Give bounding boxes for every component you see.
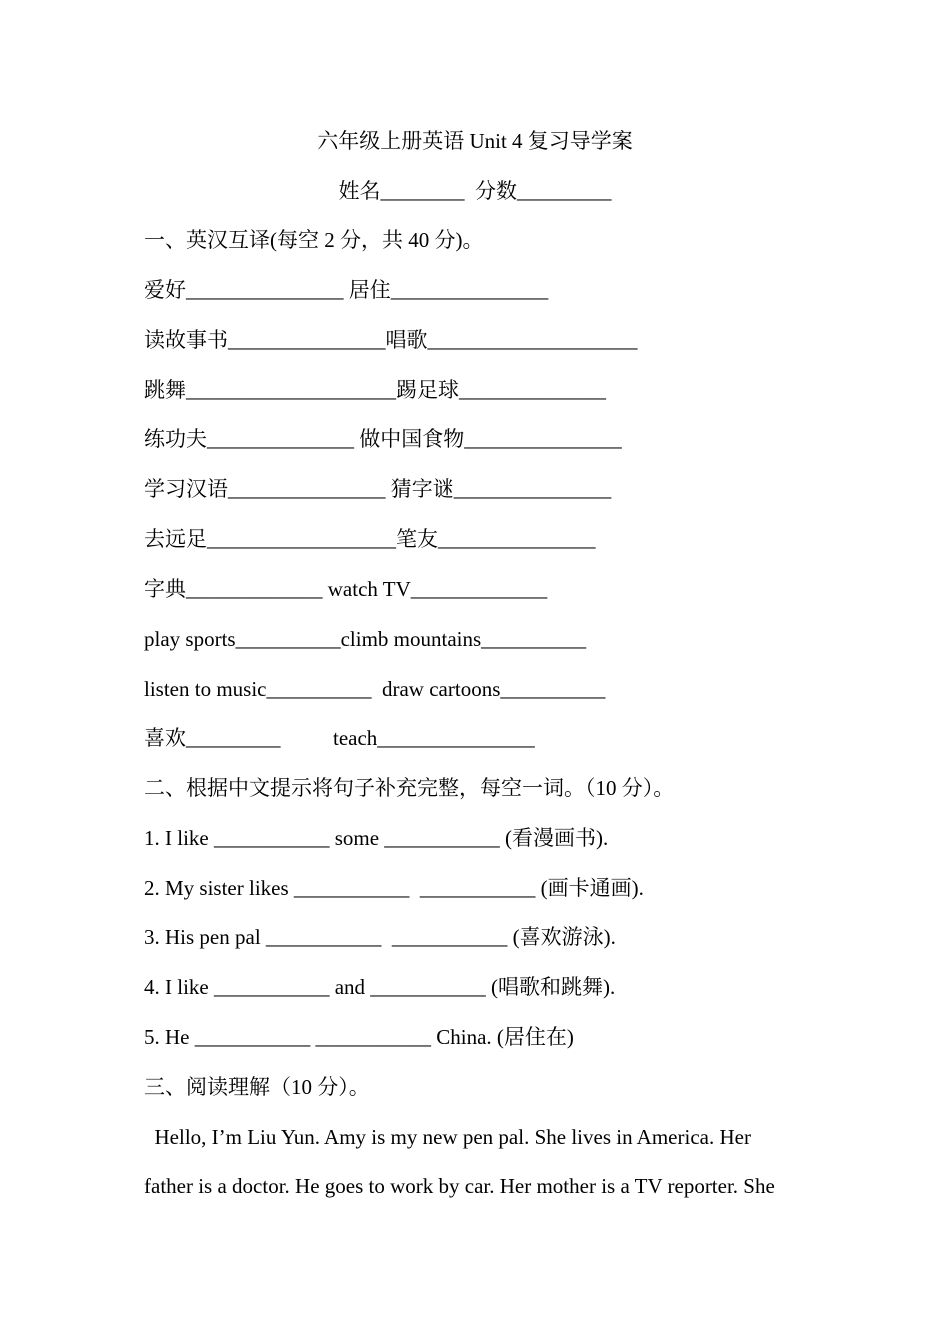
reading-paragraph-line: father is a doctor. He goes to work by car. Her mother is a TV reporter. She [144,1174,775,1198]
vocab-row: 读故事书_______________唱歌____________________ [144,328,638,352]
vocab-row: 学习汉语_______________ 猜字谜_______________ [144,477,612,501]
vocab-row: listen to music__________ draw cartoons__________ [144,677,606,701]
sentence-item: 1. I like ___________ some ___________ (看漫画书). [144,826,609,850]
vocab-row: 字典_____________ watch TV_____________ [144,577,548,601]
sentence-item: 2. My sister likes ___________ ___________ (画卡通画). [144,876,644,900]
document-title: 六年级上册英语 Unit 4 复习导学案 [317,129,633,153]
section2-heading: 二、根据中文提示将句子补充完整，每空一词。（10 分）。 [144,776,675,800]
sentence-item: 4. I like ___________ and ___________ (唱歌和跳舞). [144,975,616,999]
section1-heading: 一、英汉互译(每空 2 分，共 40 分)。 [144,228,484,252]
vocab-row: 爱好_______________ 居住_______________ [144,278,549,302]
vocab-row: 练功夫______________ 做中国食物_______________ [144,427,622,451]
vocab-row: play sports__________climb mountains__________ [144,627,587,651]
name-score-line: 姓名________ 分数_________ [338,179,612,203]
section3-heading: 三、阅读理解（10 分）。 [144,1075,370,1099]
sentence-item: 3. His pen pal ___________ ___________ (喜欢游泳). [144,925,616,949]
vocab-row: 去远足__________________笔友_______________ [144,527,596,551]
vocab-row: 喜欢_________ teach_______________ [144,726,535,750]
sentence-item: 5. He ___________ ___________ China. (居住在) [144,1025,574,1049]
vocab-row: 跳舞____________________踢足球______________ [144,378,606,402]
reading-paragraph-line: Hello, I’m Liu Yun. Amy is my new pen pal. She lives in America. Her [144,1125,751,1149]
